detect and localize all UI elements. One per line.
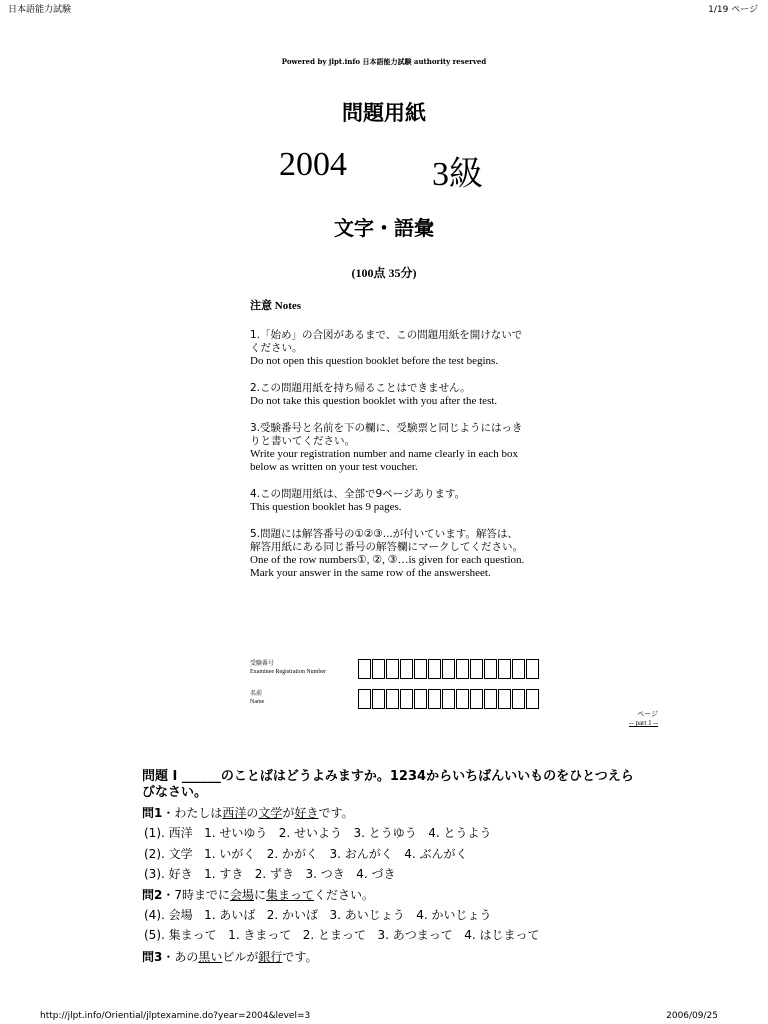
note-en: Write your registration number and name clearly in each box below as written on your test voucher.	[250, 448, 519, 473]
answer-option-row: (2). 文学 1. いがく 2. かがく 3. おんがく 4. ぶんがく	[144, 847, 468, 861]
underlined-word: 会場	[230, 888, 255, 902]
underlined-word: 黒い	[198, 950, 223, 964]
page-header-title: 日本語能力試験	[8, 5, 72, 15]
name-row	[250, 689, 520, 713]
notes-block	[250, 300, 525, 594]
underlined-word: 西洋	[222, 806, 247, 820]
entry-box[interactable]	[470, 659, 483, 679]
answer-option-row: (1). 西洋 1. せいゆう 2. せいよう 3. とうゆう 4. とうよう	[144, 826, 492, 840]
note-jp: 1.「始め」の合図があるまで、この問題用紙を開けないでください。	[250, 329, 523, 354]
question-number: 問3	[142, 950, 163, 964]
entry-box[interactable]	[400, 689, 413, 709]
note-item	[250, 488, 525, 514]
notes-heading: 注意 Notes	[250, 300, 302, 312]
note-item	[250, 329, 525, 368]
entry-box[interactable]	[512, 659, 525, 679]
exam-subject: 文字・語彙	[334, 216, 434, 240]
entry-box[interactable]	[386, 659, 399, 679]
footer-date: 2006/09/25	[666, 1011, 718, 1021]
entry-box[interactable]	[372, 689, 385, 709]
entry-box[interactable]	[526, 659, 539, 679]
question-number: 問1	[142, 806, 163, 820]
name-boxes[interactable]	[358, 689, 540, 709]
entry-box[interactable]	[428, 659, 441, 679]
entry-box[interactable]	[358, 659, 371, 679]
question-number: 問2	[142, 888, 163, 902]
page-mark-part: -- part 1 --	[629, 719, 658, 727]
entry-box[interactable]	[484, 689, 497, 709]
note-en: Do not take this question booklet with you after the test.	[250, 395, 498, 407]
entry-box[interactable]	[428, 689, 441, 709]
page-counter: 1/19 ページ	[708, 5, 758, 15]
question-1: 問1・わたしは西洋の文学が好きです。	[142, 806, 354, 820]
entry-box[interactable]	[414, 689, 427, 709]
underlined-word: 文学	[258, 806, 283, 820]
section-instruction: 問題 I ______のことばはどうよみますか。1234からいちばんいいものをひとつえらびなさい。	[142, 769, 634, 800]
entry-box[interactable]	[442, 689, 455, 709]
entry-box[interactable]	[512, 689, 525, 709]
question-3: 問3・あの黒いビルが銀行です。	[142, 950, 318, 964]
registration-number-label	[250, 660, 326, 676]
registration-number-label-jp: 受験番号	[250, 660, 275, 667]
name-label	[250, 690, 264, 706]
registration-number-label-en: Examinee Registration Number	[250, 669, 326, 675]
entry-box[interactable]	[456, 689, 469, 709]
entry-box[interactable]	[470, 689, 483, 709]
page-mark-label: ページ	[637, 710, 658, 718]
entry-box[interactable]	[498, 659, 511, 679]
entry-box[interactable]	[400, 659, 413, 679]
registration-block	[250, 659, 520, 719]
underlined-word: 集まって	[266, 888, 315, 902]
note-item	[250, 528, 525, 580]
entry-box[interactable]	[484, 659, 497, 679]
answer-option-row: (3). 好き 1. すき 2. ずき 3. つき 4. づき	[144, 867, 396, 881]
name-label-en: Name	[250, 699, 265, 705]
underlined-word: 好き	[294, 806, 319, 820]
note-jp: 5.問題には解答番号の①②③...が付いています。解答は、解答用紙にある同じ番号の解答欄にマークしてください。	[250, 528, 523, 553]
answer-option-row: (4). 会場 1. あいば 2. かいば 3. あいじょう 4. かいじょう	[144, 908, 492, 922]
entry-box[interactable]	[526, 689, 539, 709]
document-title: 問題用紙	[342, 101, 426, 125]
note-jp: 4.この問題用紙は、全部で9ページあります。	[250, 488, 466, 500]
note-item	[250, 422, 525, 474]
entry-box[interactable]	[442, 659, 455, 679]
entry-box[interactable]	[358, 689, 371, 709]
registration-number-boxes[interactable]	[358, 659, 540, 679]
powered-by-line: Powered by jlpt.info 日本語能力試験 authority reserved	[281, 57, 487, 66]
entry-box[interactable]	[372, 659, 385, 679]
entry-box[interactable]	[498, 689, 511, 709]
question-2: 問2・7時までに会場に集まってください。	[142, 888, 375, 902]
note-jp: 3.受験番号と名前を下の欄に、受験票と同じようにはっきりと書いてください。	[250, 422, 523, 447]
note-en: Do not open this question booklet before the test begins.	[250, 355, 499, 367]
entry-box[interactable]	[386, 689, 399, 709]
name-label-jp: 名前	[250, 690, 263, 697]
registration-number-row	[250, 659, 520, 683]
underlined-word: 銀行	[258, 950, 283, 964]
footer-url: http://jlpt.info/Oriential/jlptexamine.do?year=2004&level=3	[40, 1011, 311, 1021]
exam-level: 3級	[432, 156, 483, 193]
entry-box[interactable]	[456, 659, 469, 679]
note-item	[250, 382, 525, 408]
note-en: One of the row numbers①, ②, ③…is given for each question. Mark your answer in the same row of the answersheet.	[250, 554, 525, 579]
answer-option-row: (5). 集まって 1. きまって 2. とまって 3. あつまって 4. はじまって	[144, 928, 540, 942]
note-jp: 2.この問題用紙を持ち帰ることはできません。	[250, 382, 471, 394]
entry-box[interactable]	[414, 659, 427, 679]
note-en: This question booklet has 9 pages.	[250, 501, 402, 513]
page-mark	[629, 710, 658, 728]
points-time: (100点 35分)	[351, 266, 417, 280]
exam-year: 2004	[279, 146, 347, 183]
